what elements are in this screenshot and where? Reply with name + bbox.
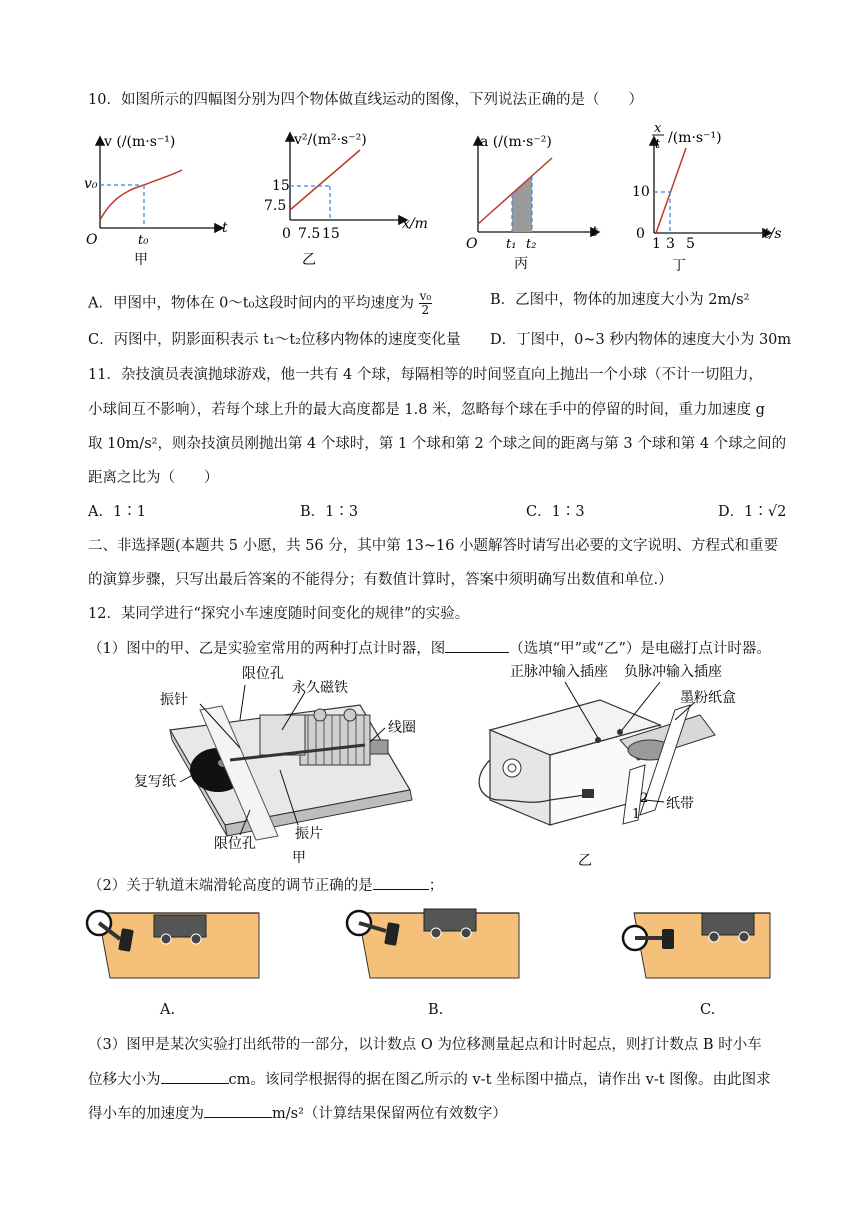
jia-label-needle: 振针: [160, 692, 188, 708]
q11-option-c: C．1∶3: [526, 504, 585, 520]
jia-label-coil: 线圈: [388, 720, 416, 736]
bing-caption: 丙: [514, 256, 528, 272]
q11-line3: 取 10m/s²，则杂技演员刚抛出第 4 个球时，第 1 个球和第 2 个球之间的距离与第 3 个球和第 4 个球之间的: [88, 436, 787, 452]
part2-line1: 二、非选择题(本题共 5 小愿，共 56 分，其中第 13~16 小题解答时请写出必要的文字说明、方程式和重要: [88, 538, 779, 554]
yi-x15: 15: [322, 226, 340, 242]
bing-origin: O: [466, 236, 478, 252]
pulley-choice-b-label: B.: [428, 1002, 444, 1018]
figure-electromagnetic-timer: [130, 660, 430, 865]
bing-xlabel: t: [592, 224, 598, 240]
pulley-choice-a-label: A.: [160, 1002, 176, 1018]
yi-label-n1: 1: [632, 807, 641, 822]
ding-ylabel-bot: t: [655, 137, 661, 152]
jia-label-limit-hole-bot: 限位孔: [214, 836, 256, 852]
part2-line2: 的演算步骤，只写出最后答案的不能得分；有数值计算时，答案中须明确写出数值和单位.）: [88, 572, 673, 588]
yi-y15: 15: [272, 178, 290, 194]
pulley-choice-b[interactable]: [344, 905, 519, 980]
yi-zero: 0: [282, 226, 291, 242]
q12-part3-line1: （3）图甲是某次实验打出纸带的一部分，以计数点 O 为位移测量起点和计时起点，则打计数点 B 时小车: [88, 1037, 762, 1053]
q10-option-a-num: v₀: [419, 289, 432, 303]
bing-ylabel: a (/(m·s⁻²): [480, 134, 552, 150]
q11-line4: 距离之比为（ ）: [88, 470, 219, 486]
ding-x5: 5: [686, 236, 695, 252]
graph-yi: [264, 128, 438, 268]
q12-part1: （1）图中的甲、乙是实验室常用的两种打点计时器，图 （选填“甲”或“乙”）是电磁打点计时器。: [88, 638, 771, 659]
ding-xlabel: t/s: [764, 226, 782, 242]
yi-caption: 乙: [302, 252, 316, 268]
q10-stem: 10．如图所示的四幅图分别为四个物体做直线运动的图像，下列说法正确的是（ ）: [88, 92, 643, 108]
q12-part1-blank[interactable]: [445, 638, 509, 653]
jia-v0: v₀: [84, 176, 98, 192]
graph-ding: [630, 118, 790, 273]
jia-caption: 甲: [134, 252, 148, 268]
jia-label-carbon: 复写纸: [134, 774, 176, 790]
q12-part3-blank-acceleration[interactable]: [204, 1103, 272, 1118]
q11-option-a: A．1∶1: [88, 504, 146, 520]
q12-part2: （2）关于轨道末端滑轮高度的调节正确的是 ；: [88, 875, 443, 896]
q11-option-b: B．1∶3: [300, 504, 359, 520]
q10-option-b: B．乙图中，物体的加速度大小为 2m/s²: [490, 292, 750, 308]
q11-line1: 11．杂技演员表演抛球游戏，他一共有 4 个球，每隔相等的时间竖直向上抛出一个小球（不计一切阻力，: [88, 367, 763, 383]
yi-ylabel: v²/(m²·s⁻²): [294, 132, 367, 148]
yi-label-pos-socket: 正脉冲输入插座: [510, 664, 608, 680]
ding-ylabel-top: x: [654, 121, 662, 136]
q12-part3-line3: 得小车的加速度为 m/s²（计算结果保留两位有效数字）: [88, 1103, 507, 1124]
pulley-choice-a[interactable]: [84, 905, 259, 980]
q11-line2: 小球间互不影响），若每个球上升的最大高度都是 1.8 米，忽略每个球在手中的停留的时间，重力加速度 g: [88, 402, 765, 418]
q12-part3-blank-displacement[interactable]: [161, 1069, 229, 1084]
jia-label-reed: 振片: [295, 826, 323, 842]
jia-t0: t₀: [138, 233, 149, 248]
yi-x75: 7.5: [298, 226, 321, 242]
yi-y75: 7.5: [264, 198, 287, 214]
jia-caption: 甲: [292, 850, 306, 866]
yi-xlabel: x/m: [402, 216, 428, 232]
q10-option-a: A．甲图中，物体在 0～t₀这段时间内的平均速度为 $\frac{\text{v₀}}{2}$: [88, 289, 432, 317]
q12-part3-line2: 位移大小为 cm。该同学根据得的据在图乙所示的 v-t 坐标图中描点，请作出 v-t 图像。由此图求: [88, 1069, 771, 1090]
q10-option-d: D．丁图中，0~3 秒内物体的速度大小为 30m: [490, 332, 792, 348]
ding-zero: 0: [636, 226, 645, 242]
bing-t2: t₂: [526, 237, 537, 252]
jia-label-limit-hole-top: 限位孔: [242, 666, 284, 682]
jia-label-magnet: 永久磁铁: [292, 680, 348, 696]
jia-xlabel: t: [222, 220, 228, 236]
yi-caption: 乙: [578, 853, 592, 869]
yi-label-ink-box: 墨粉纸盒: [680, 690, 736, 706]
yi-label-n2: 2: [640, 791, 649, 806]
q10-option-a-den: 2: [421, 303, 430, 317]
ding-x3: 3: [666, 236, 675, 252]
q10-option-c: C．丙图中，阴影面积表示 t₁～t₂位移内物体的速度变化量: [88, 332, 461, 348]
jia-origin: O: [86, 232, 98, 248]
graph-bing: [462, 128, 612, 273]
bing-t1: t₁: [506, 237, 517, 252]
graph-jia: [82, 128, 242, 268]
yi-label-tape: 纸带: [666, 796, 694, 812]
figure-spark-timer: [470, 660, 770, 870]
q12-part2-blank[interactable]: [373, 875, 429, 890]
pulley-choice-c[interactable]: [620, 905, 770, 980]
q12-stem: 12．某同学进行“探究小车速度随时间变化的规律”的实验。: [88, 606, 470, 622]
jia-ylabel: v (/(m·s⁻¹): [104, 134, 176, 150]
yi-label-neg-socket: 负脉冲输入插座: [624, 664, 722, 680]
q11-option-d: D．1∶√2: [718, 504, 787, 520]
pulley-choice-c-label: C.: [700, 1002, 716, 1018]
ding-x1: 1: [652, 236, 661, 252]
ding-caption: 丁: [672, 258, 686, 274]
ding-ylabel-unit: /(m·s⁻¹): [668, 130, 722, 146]
ding-y10: 10: [632, 184, 650, 200]
